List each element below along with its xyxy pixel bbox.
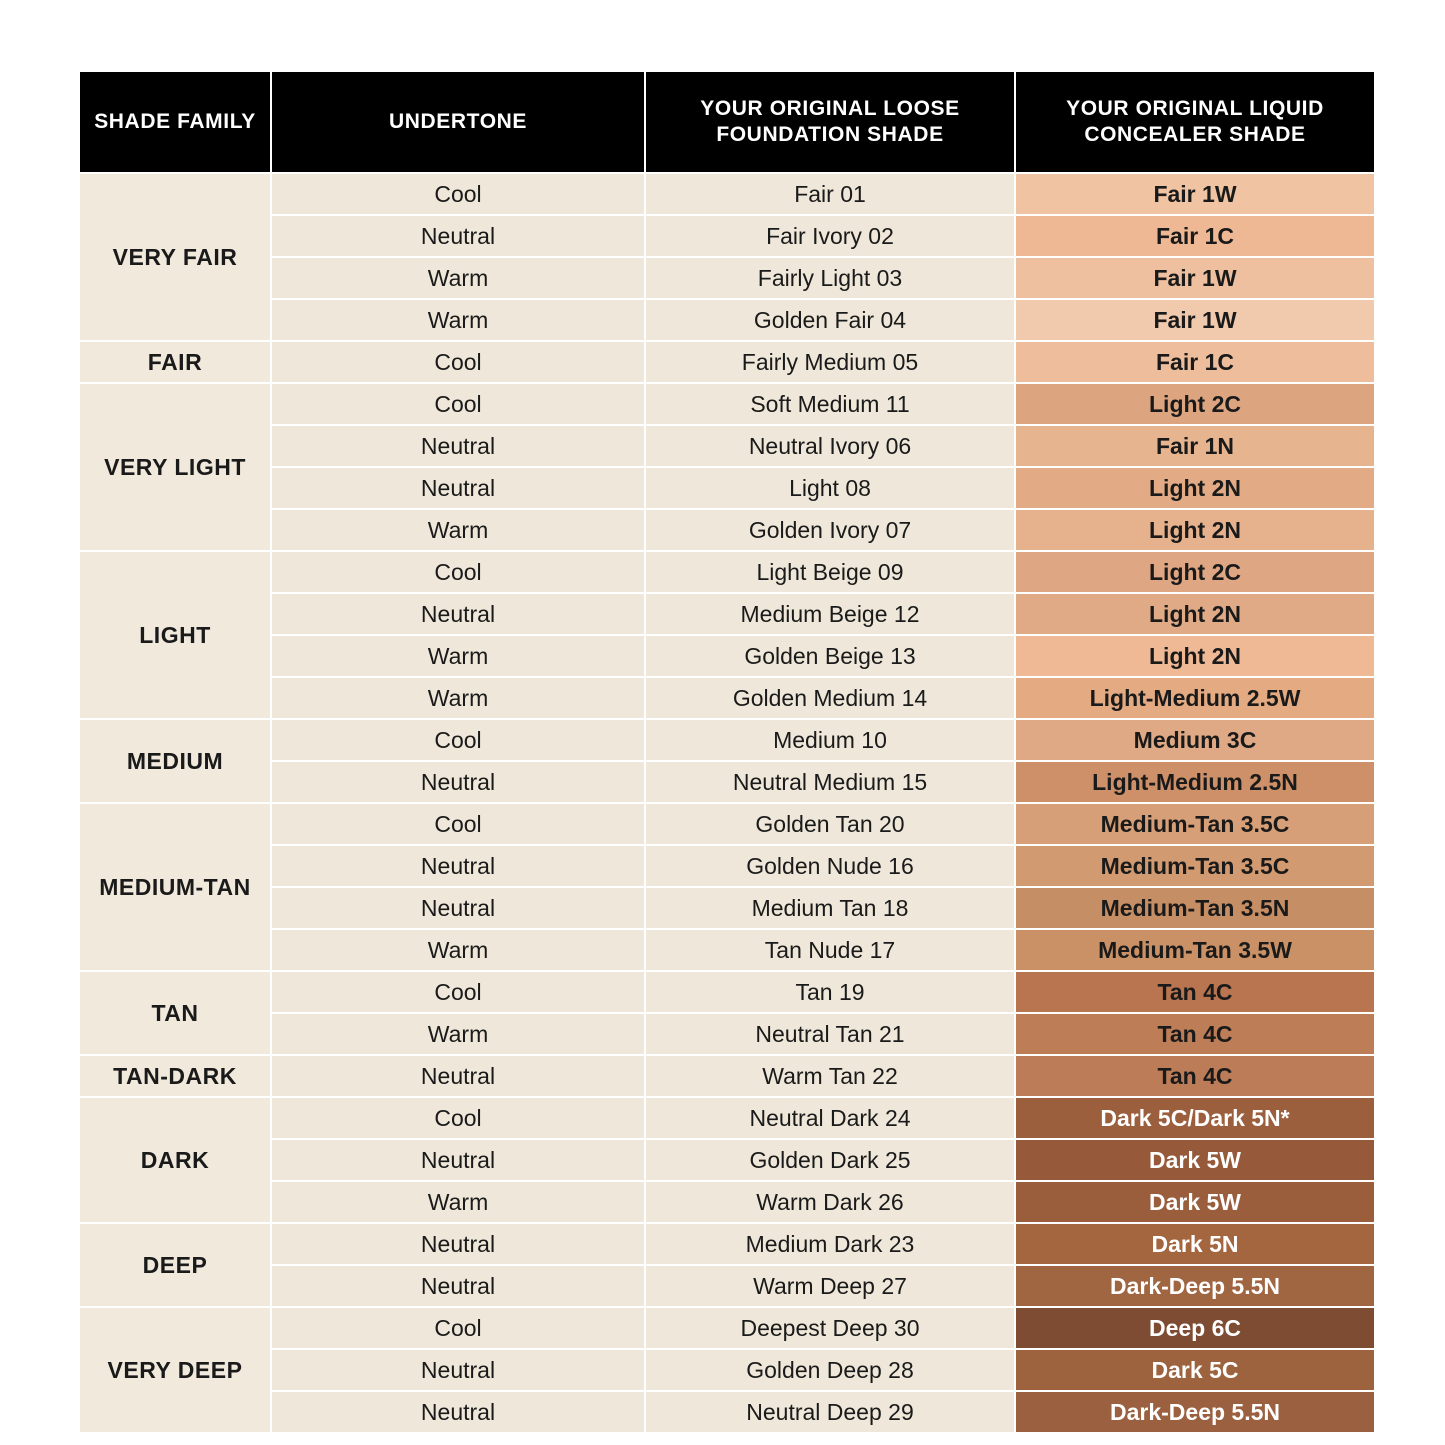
undertone-cell: Neutral: [272, 468, 644, 508]
liquid-concealer-cell: Light 2C: [1016, 384, 1374, 424]
loose-foundation-cell: Medium Tan 18: [646, 888, 1014, 928]
table-row: [80, 720, 1374, 760]
shade-family-cell: DARK: [80, 1098, 270, 1222]
column-header-loose-foundation: YOUR ORIGINAL LOOSE FOUNDATION SHADE: [646, 72, 1014, 172]
loose-foundation-cell: Golden Dark 25: [646, 1140, 1014, 1180]
loose-foundation-cell: Fair 01: [646, 174, 1014, 214]
liquid-concealer-cell: Light 2N: [1016, 636, 1374, 676]
undertone-cell: Warm: [272, 1182, 644, 1222]
shade-family-cell: TAN-DARK: [80, 1056, 270, 1096]
liquid-concealer-cell: Fair 1C: [1016, 216, 1374, 256]
liquid-concealer-cell: Dark 5W: [1016, 1140, 1374, 1180]
loose-foundation-cell: Neutral Dark 24: [646, 1098, 1014, 1138]
loose-foundation-cell: Golden Fair 04: [646, 300, 1014, 340]
undertone-cell: Neutral: [272, 1266, 644, 1306]
table-row: [80, 216, 1374, 256]
loose-foundation-cell: Neutral Ivory 06: [646, 426, 1014, 466]
liquid-concealer-cell: Light-Medium 2.5N: [1016, 762, 1374, 802]
loose-foundation-cell: Tan Nude 17: [646, 930, 1014, 970]
table-row: [80, 1308, 1374, 1348]
undertone-cell: Neutral: [272, 1056, 644, 1096]
liquid-concealer-cell: Tan 4C: [1016, 1014, 1374, 1054]
table-body: [80, 174, 1374, 1432]
loose-foundation-cell: Warm Deep 27: [646, 1266, 1014, 1306]
loose-foundation-cell: Light 08: [646, 468, 1014, 508]
loose-foundation-cell: Warm Dark 26: [646, 1182, 1014, 1222]
table-row: [80, 678, 1374, 718]
liquid-concealer-cell: Medium-Tan 3.5N: [1016, 888, 1374, 928]
loose-foundation-cell: Medium Beige 12: [646, 594, 1014, 634]
column-header-undertone: UNDERTONE: [272, 72, 644, 172]
shade-family-cell: DEEP: [80, 1224, 270, 1306]
table-row: [80, 1014, 1374, 1054]
undertone-cell: Neutral: [272, 1392, 644, 1432]
table-row: [80, 846, 1374, 886]
undertone-cell: Neutral: [272, 1140, 644, 1180]
table-row: [80, 1224, 1374, 1264]
liquid-concealer-cell: Dark 5N: [1016, 1224, 1374, 1264]
loose-foundation-cell: Golden Nude 16: [646, 846, 1014, 886]
shade-family-cell: VERY LIGHT: [80, 384, 270, 550]
undertone-cell: Neutral: [272, 426, 644, 466]
undertone-cell: Warm: [272, 300, 644, 340]
undertone-cell: Cool: [272, 342, 644, 382]
liquid-concealer-cell: Deep 6C: [1016, 1308, 1374, 1348]
loose-foundation-cell: Warm Tan 22: [646, 1056, 1014, 1096]
table-row: [80, 1392, 1374, 1432]
shade-family-cell: LIGHT: [80, 552, 270, 718]
liquid-concealer-cell: Light 2N: [1016, 594, 1374, 634]
undertone-cell: Warm: [272, 1014, 644, 1054]
table-row: [80, 972, 1374, 1012]
liquid-concealer-cell: Dark 5W: [1016, 1182, 1374, 1222]
table-row: [80, 552, 1374, 592]
undertone-cell: Cool: [272, 972, 644, 1012]
table-header: [80, 72, 1374, 172]
loose-foundation-cell: Fair Ivory 02: [646, 216, 1014, 256]
table-row: [80, 258, 1374, 298]
undertone-cell: Cool: [272, 1308, 644, 1348]
undertone-cell: Neutral: [272, 1224, 644, 1264]
liquid-concealer-cell: Medium-Tan 3.5W: [1016, 930, 1374, 970]
shade-table: [78, 70, 1376, 1434]
undertone-cell: Warm: [272, 678, 644, 718]
table-row: [80, 762, 1374, 802]
liquid-concealer-cell: Dark 5C/Dark 5N*: [1016, 1098, 1374, 1138]
loose-foundation-cell: Golden Beige 13: [646, 636, 1014, 676]
table-row: [80, 594, 1374, 634]
liquid-concealer-cell: Fair 1C: [1016, 342, 1374, 382]
liquid-concealer-cell: Medium 3C: [1016, 720, 1374, 760]
table-row: [80, 1182, 1374, 1222]
liquid-concealer-cell: Tan 4C: [1016, 972, 1374, 1012]
undertone-cell: Cool: [272, 720, 644, 760]
undertone-cell: Neutral: [272, 762, 644, 802]
loose-foundation-cell: Golden Medium 14: [646, 678, 1014, 718]
table-row: [80, 468, 1374, 508]
table-row: [80, 1056, 1374, 1096]
liquid-concealer-cell: Light-Medium 2.5W: [1016, 678, 1374, 718]
shade-family-cell: VERY FAIR: [80, 174, 270, 340]
liquid-concealer-cell: Fair 1W: [1016, 174, 1374, 214]
shade-family-cell: TAN: [80, 972, 270, 1054]
table-row: [80, 174, 1374, 214]
loose-foundation-cell: Fairly Medium 05: [646, 342, 1014, 382]
liquid-concealer-cell: Dark-Deep 5.5N: [1016, 1392, 1374, 1432]
liquid-concealer-cell: Medium-Tan 3.5C: [1016, 846, 1374, 886]
undertone-cell: Cool: [272, 552, 644, 592]
liquid-concealer-cell: Medium-Tan 3.5C: [1016, 804, 1374, 844]
table-row: [80, 1350, 1374, 1390]
liquid-concealer-cell: Light 2N: [1016, 510, 1374, 550]
undertone-cell: Cool: [272, 174, 644, 214]
loose-foundation-cell: Deepest Deep 30: [646, 1308, 1014, 1348]
undertone-cell: Neutral: [272, 216, 644, 256]
shade-family-cell: MEDIUM-TAN: [80, 804, 270, 970]
liquid-concealer-cell: Dark 5C: [1016, 1350, 1374, 1390]
table-row: [80, 342, 1374, 382]
liquid-concealer-cell: Tan 4C: [1016, 1056, 1374, 1096]
table-row: [80, 426, 1374, 466]
table-row: [80, 636, 1374, 676]
shade-family-cell: MEDIUM: [80, 720, 270, 802]
undertone-cell: Neutral: [272, 1350, 644, 1390]
loose-foundation-cell: Golden Ivory 07: [646, 510, 1014, 550]
undertone-cell: Warm: [272, 930, 644, 970]
shade-family-cell: VERY DEEP: [80, 1308, 270, 1432]
loose-foundation-cell: Neutral Medium 15: [646, 762, 1014, 802]
liquid-concealer-cell: Fair 1W: [1016, 258, 1374, 298]
table-row: [80, 1098, 1374, 1138]
table-header-row: [80, 72, 1374, 172]
liquid-concealer-cell: Light 2N: [1016, 468, 1374, 508]
loose-foundation-cell: Tan 19: [646, 972, 1014, 1012]
shade-family-cell: FAIR: [80, 342, 270, 382]
loose-foundation-cell: Golden Tan 20: [646, 804, 1014, 844]
undertone-cell: Warm: [272, 636, 644, 676]
column-header-liquid-concealer: YOUR ORIGINAL LIQUID CONCEALER SHADE: [1016, 72, 1374, 172]
loose-foundation-cell: Medium Dark 23: [646, 1224, 1014, 1264]
table-row: [80, 930, 1374, 970]
undertone-cell: Neutral: [272, 594, 644, 634]
liquid-concealer-cell: Fair 1W: [1016, 300, 1374, 340]
loose-foundation-cell: Fairly Light 03: [646, 258, 1014, 298]
undertone-cell: Warm: [272, 510, 644, 550]
table-row: [80, 1140, 1374, 1180]
undertone-cell: Neutral: [272, 888, 644, 928]
liquid-concealer-cell: Fair 1N: [1016, 426, 1374, 466]
loose-foundation-cell: Neutral Deep 29: [646, 1392, 1014, 1432]
undertone-cell: Warm: [272, 258, 644, 298]
liquid-concealer-cell: Light 2C: [1016, 552, 1374, 592]
table-row: [80, 384, 1374, 424]
loose-foundation-cell: Soft Medium 11: [646, 384, 1014, 424]
table-row: [80, 804, 1374, 844]
column-header-shade-family: SHADE FAMILY: [80, 72, 270, 172]
table-row: [80, 510, 1374, 550]
table-row: [80, 1266, 1374, 1306]
loose-foundation-cell: Light Beige 09: [646, 552, 1014, 592]
undertone-cell: Cool: [272, 1098, 644, 1138]
liquid-concealer-cell: Dark-Deep 5.5N: [1016, 1266, 1374, 1306]
table-row: [80, 300, 1374, 340]
undertone-cell: Cool: [272, 384, 644, 424]
loose-foundation-cell: Golden Deep 28: [646, 1350, 1014, 1390]
loose-foundation-cell: Medium 10: [646, 720, 1014, 760]
undertone-cell: Cool: [272, 804, 644, 844]
loose-foundation-cell: Neutral Tan 21: [646, 1014, 1014, 1054]
undertone-cell: Neutral: [272, 846, 644, 886]
table-row: [80, 888, 1374, 928]
